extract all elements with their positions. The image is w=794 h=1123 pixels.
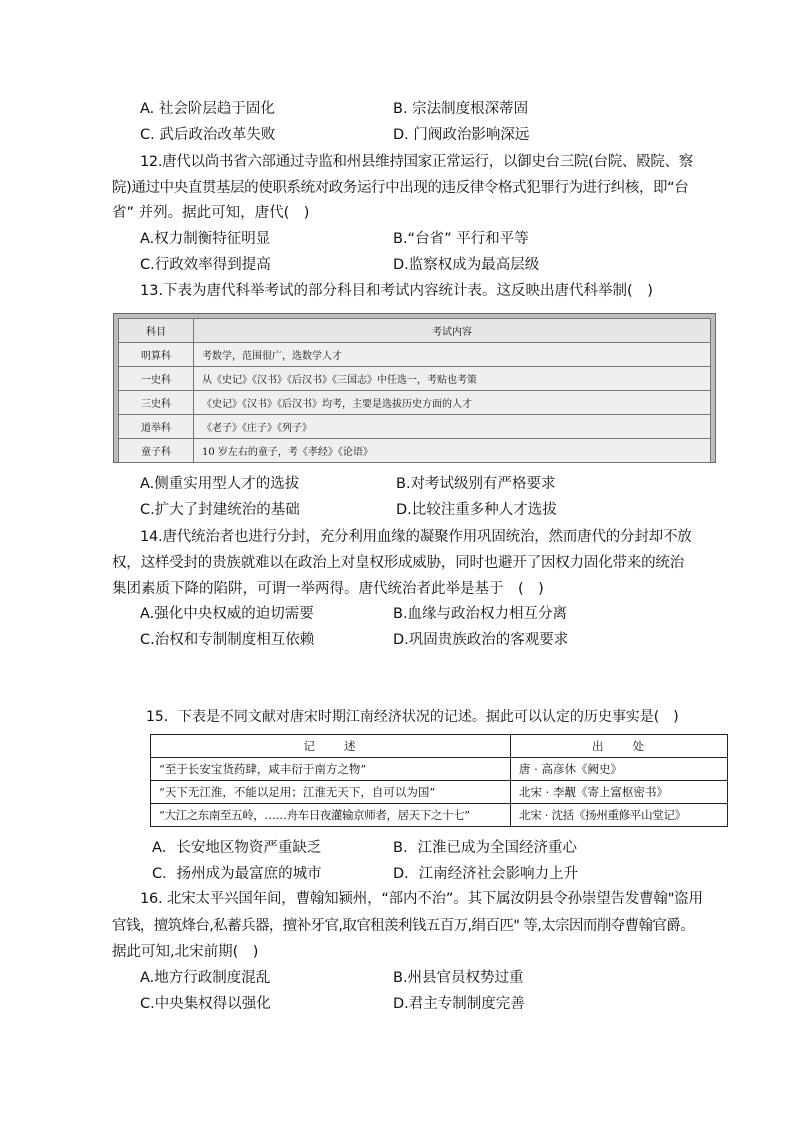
table-row (119, 367, 711, 391)
q15-table (150, 734, 728, 827)
table-cell: 考数学，范围很广，选数学人才 (194, 343, 711, 367)
q15-option-b[interactable]: B．江淮已成为全国经济重心 (393, 840, 577, 856)
table-header-cell: 出 处 (511, 735, 728, 758)
table-row (119, 439, 711, 463)
q16-stem-line-1: 16. 北宋太平兴国年间，曹翰知颍州，“部内不治”。其下属汝阴县令孙崇望告发曹翰"盗用 (140, 891, 703, 907)
q16-option-c[interactable]: C.中央集权得以强化 (140, 996, 271, 1012)
table-row (151, 781, 728, 804)
table-cell: 北宋 · 沈括《扬州重修平山堂记》 (511, 804, 728, 827)
q15-stem: 15．下表是不同文献对唐宋时期江南经济状况的记述。据此可以认定的历史事实是( ) (146, 709, 679, 725)
q16-option-d[interactable]: D.君主专制制度完善 (393, 996, 525, 1012)
q11-option-c[interactable]: C. 武后政治改革失败 (140, 127, 276, 143)
table-row (119, 391, 711, 415)
q14-option-c[interactable]: C.治权和专制制度相互依赖 (140, 632, 315, 648)
table-cell: 童子科 (119, 439, 194, 463)
table-row (119, 415, 711, 439)
q14-stem-line-1: 14.唐代统治者也进行分封，充分利用血缘的凝聚作用巩固统治，然而唐代的分封却不放 (140, 529, 692, 545)
table-header-cell: 考试内容 (194, 319, 711, 343)
table-cell: 唐 · 高彦休《阙史》 (511, 758, 728, 781)
q16-stem-line-3: 据此可知,北宋前期( ) (112, 944, 259, 960)
table-row (151, 758, 728, 781)
table-cell: “天下无江淮，不能以足用；江淮无天下，自可以为国” (151, 781, 511, 804)
table-header-cell: 记 述 (151, 735, 511, 758)
q16-option-a[interactable]: A.地方行政制度混乱 (140, 970, 271, 986)
table-cell: 三史科 (119, 391, 194, 415)
q14-stem-line-2: 权，这样受封的贵族就难以在政治上对皇权形成威胁，同时也避开了因权力固化带来的统治 (112, 555, 684, 571)
q15-option-d[interactable]: D．江南经济社会影响力上升 (393, 866, 579, 882)
q15-option-a[interactable]: A．长安地区物资严重缺乏 (152, 840, 322, 856)
q11-option-d[interactable]: D. 门阀政治影响深远 (393, 127, 530, 143)
table-row (151, 804, 728, 827)
q13-table-frame (113, 313, 716, 463)
table-cell: “大江之东南至五岭，……舟车日夜灌输京师者，居天下之十七” (151, 804, 511, 827)
q13-option-c[interactable]: C.扩大了封建统治的基础 (140, 502, 300, 518)
q12-option-d[interactable]: D.监察权成为最高层级 (393, 257, 540, 273)
q14-option-a[interactable]: A.强化中央权威的迫切需要 (140, 606, 314, 622)
table-cell: 《老子》《庄子》《列子》 (194, 415, 711, 439)
q16-stem-line-2: 官钱，擅筑烽台,私蓄兵器，擅补牙官,取官租羡利钱五百万,绢百匹" 等,太宗因而削夺曹翰官爵。 (112, 918, 695, 934)
q13-option-a[interactable]: A.侧重实用型人才的选拔 (140, 476, 300, 492)
table-cell: 10 岁左右的童子，考《孝经》《论语》 (194, 439, 711, 463)
q14-option-b[interactable]: B.血缘与政治权力相互分离 (393, 606, 568, 622)
table-cell: 明算科 (119, 343, 194, 367)
table-cell: 北宋 · 李觏《寄上富枢密书》 (511, 781, 728, 804)
table-cell: 《史记》《汉书》《后汉书》均考，主要是选拔历史方面的人才 (194, 391, 711, 415)
table-cell: 一史科 (119, 367, 194, 391)
q12-stem-line-1: 12.唐代以尚书省六部通过寺监和州县维持国家正常运行，以御史台三院(台院、殿院、察 (140, 154, 693, 170)
q12-stem-line-3: 省” 并列。据此可知，唐代( ) (112, 205, 310, 221)
table-header-row (119, 319, 711, 343)
table-header-row (151, 735, 728, 758)
q12-option-a[interactable]: A.权力制衡特征明显 (140, 231, 271, 247)
q14-option-d[interactable]: D.巩固贵族政治的客观要求 (393, 632, 569, 648)
table-header-cell: 科目 (119, 319, 194, 343)
q12-option-c[interactable]: C.行政效率得到提高 (140, 257, 271, 273)
table-cell: 道举科 (119, 415, 194, 439)
q16-option-b[interactable]: B.州县官员权势过重 (393, 970, 524, 986)
q11-option-b[interactable]: B. 宗法制度根深蒂固 (393, 101, 529, 117)
q12-option-b[interactable]: B.“台省” 平行和平等 (393, 231, 529, 247)
q15-option-c[interactable]: C．扬州成为最富庶的城市 (152, 866, 322, 882)
q11-option-a[interactable]: A. 社会阶层趋于固化 (140, 101, 275, 117)
table-row (119, 343, 711, 367)
table-cell: “至于长安宝货药肆，咸丰衍于南方之物” (151, 758, 511, 781)
q13-option-b[interactable]: B.对考试级别有严格要求 (396, 476, 556, 492)
q13-table (118, 318, 711, 463)
q12-stem-line-2: 院)通过中央直贯基层的使职系统对政务运行中出现的违反律令格式犯罪行为进行纠核，即“台 (112, 180, 689, 196)
table-cell: 从《史记》《汉书》《后汉书》《三国志》中任选一，考贴也考策 (194, 367, 711, 391)
q14-stem-line-3: 集团素质下降的陷阱，可谓一举两得。唐代统治者此举是基于 ( ) (112, 581, 544, 597)
q13-option-d[interactable]: D.比较注重多种人才选拔 (396, 502, 557, 518)
q13-stem: 13.下表为唐代科举考试的部分科目和考试内容统计表。这反映出唐代科举制( ) (140, 283, 653, 299)
